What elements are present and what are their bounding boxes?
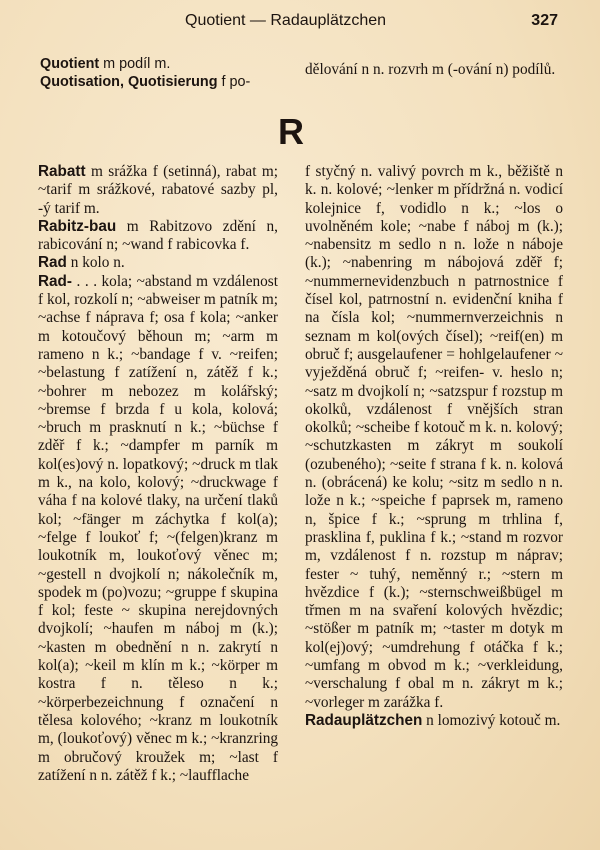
headword: Rad xyxy=(38,254,67,272)
entry xyxy=(38,254,278,272)
section-letter: R xyxy=(278,111,304,152)
definition: m srážka f (setinná), rabat m; ~tarif m srážkové, rabatové sazby pl, -ý tarif m. xyxy=(38,163,278,217)
right-column xyxy=(305,163,563,730)
definition: n kolo n. xyxy=(66,254,125,272)
headword: Rabatt xyxy=(38,163,86,180)
definition: f styčný n. valivý povrch m k., běžiště n k. n. kolové; ~lenker m přídržná n. vodicí kolejnice f, vodidlo n k.; ~los o uvolněném kole; ~nabe f náboj m (k.); ~nabensitz m sedlo n n. lože n náboje (k.); ~nabenring m nábojová zděř f; ~nummernevidenzbuch n patrnostnice f čísel kol, patrnostní n. evidenční kniha f na čísla kol; ~nummernverzeichnis n seznam m kol(ových čísel); ~reif(en) m obruč f; ausgelaufener = hohlgelaufener ~ vyježděná obruč f; ~reifen- v. heslo n; ~satz m dvojkolí n; ~satzspur f rozstup m okolků, vzdálenost f vnějších stran okolků; ~scheibe f kotouč m k. n. kolový; ~schutzkasten m zákryt m soukolí (ozubeného); ~seite f strana f k. n. kolová n. (obrácená) ke kolu; ~sitz m sedlo n n. lože n k.; ~speiche f paprsek m, rameno n, špice f k.; ~sprung m trhlina f, prasklina f, puklina f k.; ~stand m rozvor m, vzdálenost f n. rozstup m náprav; fester ~ tuhý, neměnný r.; ~stern m hvězdice f (k.); ~sternschweißbügel m třmen m na svaření kolových hvězdic; ~stößer m patník m; ~taster m dotyk m kol(ej)ový; ~umdrehung f otáčka f k.; ~umfang m obvod m k.; ~verkleidung, ~verschalung f obal m n. zákryt m k.; ~vorleger m zarážka f. xyxy=(305,163,563,711)
entry xyxy=(38,273,278,785)
definition: . . . kola; ~abstand m vzdálenost f kol, rozkolí n; ~abweiser m patník m; ~achse f náprava f; osa f kola; ~anker m kotoučový běhoun m; ~arm m rameno n k.; ~bandage f v. ~reifen; ~belastung f zatížení n, zátěž f k.; ~bohrer m nebozez m kolářský; ~bremse f brzda f u kola, kolová; ~bruch m prasknutí n k.; ~büchse f zděř f k.; ~dampfer m parník m kol(es)ový n. lopatkový; ~druck m tlak m k., na kolo, kolový; ~druckwage f váha f na kolové tlaky, na určení tlaků kol; ~fänger m záchytka f kol(a); ~felge f loukoť f; ~(felgen)kranz m loukotník m, loukoťový věnec m; ~gestell n dvojkolí n; nákolečník m, spodek m (po)vozu; ~gruppe f skupina f kol; feste ~ skupina nerejdovných dvojkolí; ~haufen m náboj m (k.); ~kasten m obednění n n. zakrytí n kol(a); ~keil m klín m k.; ~körper m kostra f n. těleso n k.; ~körperbezeichnung f označení n tělesa kolového; ~kranz m loukotník m, (loukoťový) věnec m k.; ~kranzring m obručový kroužek m; ~last f zatížení n n. zátěž f k.; ~laufflache xyxy=(38,272,278,784)
headword: Quotisation, Quotisierung xyxy=(40,74,218,91)
headword: Rad- xyxy=(38,272,72,290)
page-header xyxy=(0,12,600,36)
definition: m podíl m. xyxy=(99,56,171,72)
continuation-text: dělování n n. rozvrh m (-ování n) podílů. xyxy=(305,61,556,78)
headword: Quotient xyxy=(40,56,100,72)
running-title: Quotient — Radauplätzchen xyxy=(185,12,387,29)
definition: m Rabitzovo zdění n, rabicování n; ~wand f rabicovka f. xyxy=(38,217,278,254)
entry xyxy=(305,163,563,712)
headword: Rabitz-bau xyxy=(38,217,117,235)
page-number: 327 xyxy=(531,12,558,29)
left-column xyxy=(38,163,278,785)
top-left-entries xyxy=(40,55,280,92)
definition: f po- xyxy=(217,74,251,91)
entry xyxy=(40,55,280,73)
entry xyxy=(38,163,278,218)
headword: Radauplätzchen xyxy=(305,711,423,729)
definition: n lomozivý kotouč m. xyxy=(422,711,561,729)
entry xyxy=(40,73,280,91)
entry xyxy=(305,712,563,730)
top-right-continuation xyxy=(305,61,563,79)
entry xyxy=(38,218,278,255)
